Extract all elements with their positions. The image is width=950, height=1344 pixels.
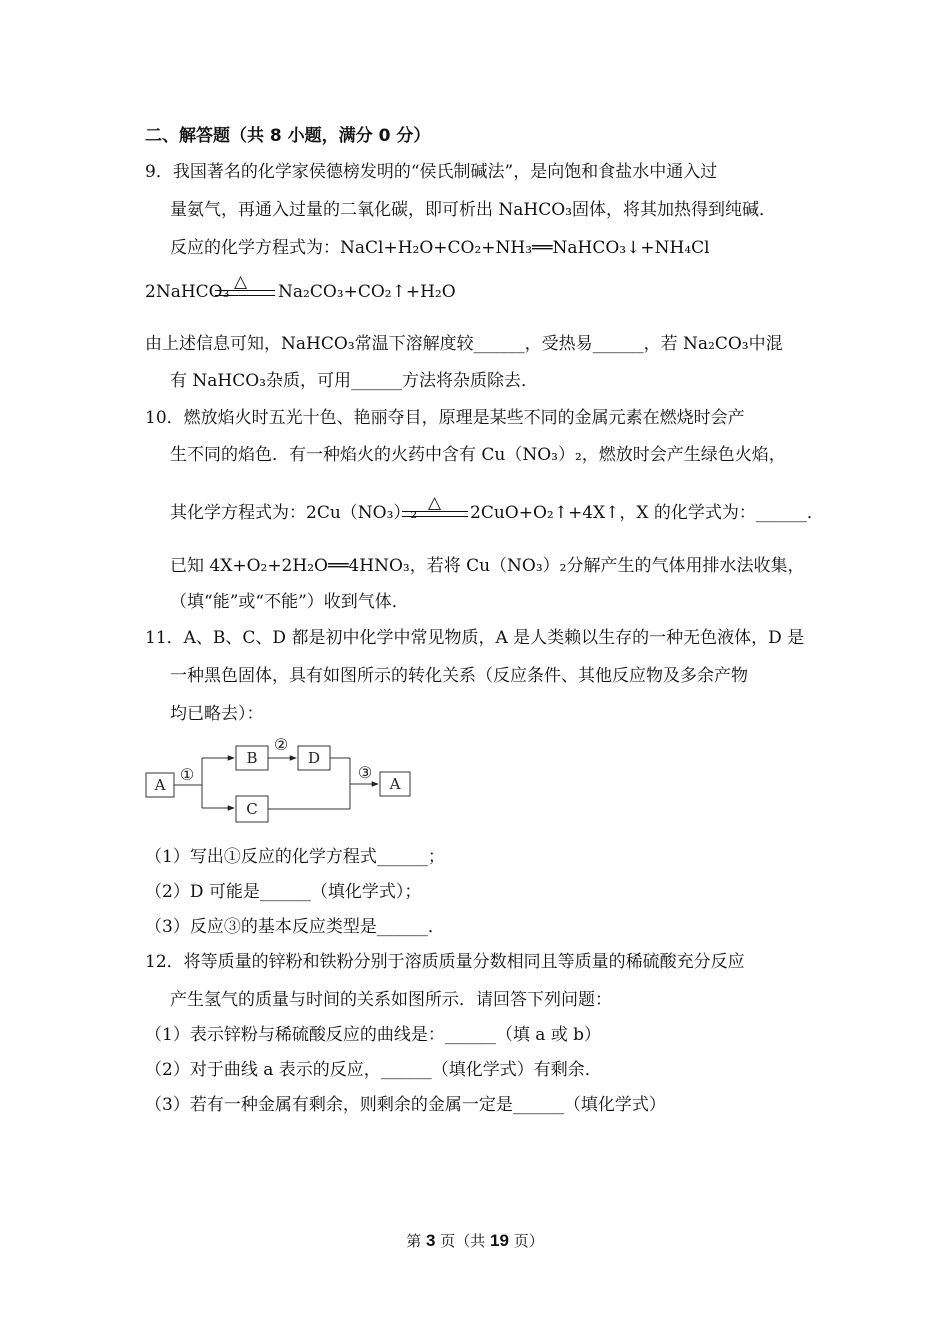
- q12-sub-3: （3）若有一种金属有剩余，则剩余的金属一定是______（填化学式）: [145, 1095, 666, 1115]
- step-2-label: ②: [273, 736, 289, 754]
- q11-sub-2: （2）D 可能是______（填化学式）；: [145, 882, 422, 902]
- q9-equation-right: Na₂CO₃+CO₂↑+H₂O: [278, 282, 456, 302]
- page-footer: [0, 1230, 950, 1251]
- box-c-label: C: [246, 800, 258, 818]
- q10-equals-sign: [402, 511, 468, 517]
- reaction-flow-diagram: [140, 736, 420, 828]
- q10-heat-sign: △: [428, 493, 442, 513]
- q11-line-1: 11．A、B、C、D 都是初中化学中常见物质，A 是人类赖以生存的一种无色液体，D 是: [145, 628, 805, 648]
- box-a-left-label: A: [154, 776, 166, 794]
- box-a-right-label: A: [389, 775, 401, 793]
- q9-line-3: 反应的化学方程式为：NaCl+H₂O+CO₂+NH₃══NaHCO₃↓+NH₄Cl: [170, 238, 710, 258]
- q10-line-5: （填“能”或“不能”）收到气体．: [170, 592, 409, 612]
- q9-line-6: 有 NaHCO₃杂质，可用______方法将杂质除去．: [170, 371, 538, 391]
- box-d-label: D: [307, 749, 321, 767]
- box-b-label: B: [246, 749, 258, 767]
- q10-line-2: 生不同的焰色．有一种焰火的火药中含有 Cu（NO₃）₂，燃放时会产生绿色火焰，: [170, 445, 786, 465]
- q12-sub-1: （1）表示锌粉与稀硫酸反应的曲线是：______（填 a 或 b）: [145, 1025, 602, 1045]
- q12-sub-2: （2）对于曲线 a 表示的反应，______（填化学式）有剩余．: [145, 1060, 602, 1080]
- q10-line-4: 已知 4X+O₂+2H₂O══4HNO₃，若将 Cu（NO₃）₂分解产生的气体用排水法收集，: [170, 556, 805, 576]
- footer-middle: 页（共: [435, 1232, 491, 1250]
- step-1-label: ①: [179, 765, 195, 784]
- section-title: 二、解答题（共 8 小题，满分 0 分）: [145, 126, 431, 146]
- q9-line-5: 由上述信息可知，NaHCO₃常温下溶解度较______，受热易______，若 Na₂CO₃中混: [145, 334, 783, 354]
- q9-heat-sign: △: [234, 272, 248, 292]
- q9-line-1: 9．我国著名的化学家侯德榜发明的“侯氏制碱法”，是向饱和食盐水中通入过: [145, 162, 718, 182]
- q10-equation-left: 其化学方程式为：2Cu（NO₃）₂: [170, 503, 418, 523]
- q9-line-2: 量氨气，再通入过量的二氧化碳，即可析出 NaHCO₃固体，将其加热得到纯碱．: [170, 200, 776, 220]
- q11-sub-3: （3）反应③的基本反应类型是______．: [145, 917, 445, 937]
- q12-line-1: 12．将等质量的锌粉和铁粉分别于溶质质量分数相同且等质量的稀硫酸充分反应: [145, 952, 745, 972]
- q9-equals-sign: [215, 290, 275, 296]
- step-3-label: ③: [357, 763, 373, 782]
- q12-line-2: 产生氢气的质量与时间的关系如图所示．请回答下列问题：: [170, 990, 612, 1010]
- q10-equation-right: 2CuO+O₂↑+4X↑，X 的化学式为：______．: [470, 503, 824, 523]
- q11-sub-1: （1）写出①反应的化学方程式______；: [145, 847, 445, 867]
- q11-line-2: 一种黑色固体，具有如图所示的转化关系（反应条件、其他反应物及多余产物: [170, 666, 748, 686]
- q10-line-1: 10．燃放焰火时五光十色、艳丽夺目，原理是某些不同的金属元素在燃烧时会产: [145, 408, 745, 428]
- footer-page-number: 3: [426, 1231, 436, 1250]
- q11-line-3: 均已略去）：: [170, 704, 264, 724]
- footer-total-pages: 19: [490, 1231, 509, 1250]
- footer-prefix: 第: [406, 1232, 427, 1250]
- footer-suffix: 页）: [508, 1232, 544, 1250]
- q9-equation-left: 2NaHCO₃: [145, 282, 230, 302]
